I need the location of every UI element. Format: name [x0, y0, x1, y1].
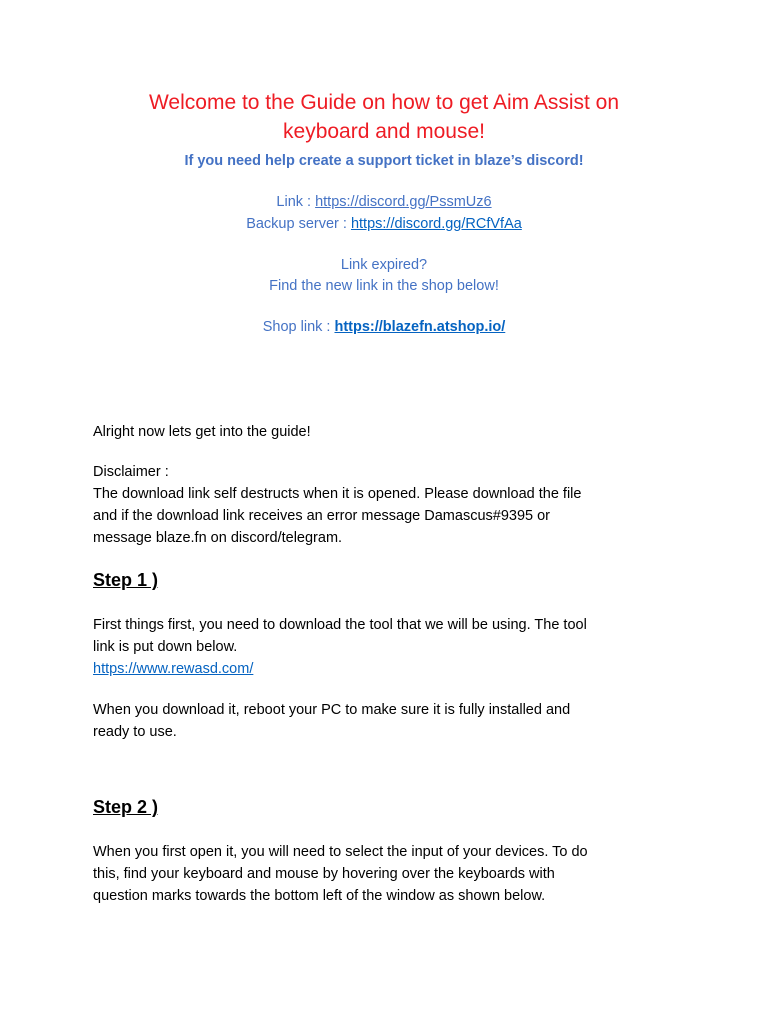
backup-server-link[interactable]: https://discord.gg/RCfVfAa	[350, 216, 522, 232]
step-2-line-1: When you first open it, you will need to select the input of your devices. To do	[93, 844, 588, 860]
title-line-2: keyboard and mouse!	[283, 120, 485, 143]
disclaimer-line-3: message blaze.fn on discord/telegram.	[93, 530, 343, 546]
disclaimer-line-2: and if the download link receives an error message Damascus#9395 or	[93, 508, 550, 524]
step-1-line-1: First things first, you need to download the tool that we will be using. The tool	[93, 617, 587, 633]
rewasd-link[interactable]: https://www.rewasd.com/	[93, 661, 254, 677]
backup-server-line	[0, 214, 768, 235]
disclaimer-line-1: The download link self destructs when it is opened. Please download the file	[93, 486, 582, 502]
disclaimer-block	[93, 461, 693, 549]
link-expired-line-1: Link expired?	[340, 257, 428, 273]
step-2-heading: Step 2 )	[93, 797, 159, 817]
step-1-text	[93, 614, 693, 680]
step-2-text	[93, 841, 693, 907]
step-1-line-2: link is put down below.	[93, 639, 238, 655]
discord-link[interactable]: https://discord.gg/PssmUz6	[315, 194, 492, 210]
step-1-after-text	[93, 699, 693, 743]
step-2-line-3: question marks towards the bottom left of the window as shown below.	[93, 888, 546, 904]
step-1-after-line-2: ready to use.	[93, 724, 177, 740]
intro-text: Alright now lets get into the guide!	[93, 424, 311, 440]
link-expired-line-2: Find the new link in the shop below!	[269, 278, 499, 294]
shop-link[interactable]: https://blazefn.atshop.io/	[334, 319, 506, 335]
link-expired-text	[0, 255, 768, 297]
step-1-heading: Step 1 )	[93, 570, 159, 590]
guide-title	[0, 88, 768, 146]
discord-link-label: Link :	[276, 194, 316, 210]
discord-link-line	[0, 192, 768, 213]
disclaimer-title: Disclaimer :	[93, 464, 169, 480]
backup-server-label: Backup server :	[246, 216, 351, 232]
title-line-1: Welcome to the Guide on how to get Aim Assist on	[148, 91, 620, 114]
step-2-line-2: this, find your keyboard and mouse by hovering over the keyboards with	[93, 866, 555, 882]
support-help-text: If you need help create a support ticket in blaze’s discord!	[184, 153, 584, 169]
shop-link-line	[0, 317, 768, 338]
step-1-after-line-1: When you download it, reboot your PC to make sure it is fully installed and	[93, 702, 571, 718]
shop-link-label: Shop link :	[262, 319, 335, 335]
